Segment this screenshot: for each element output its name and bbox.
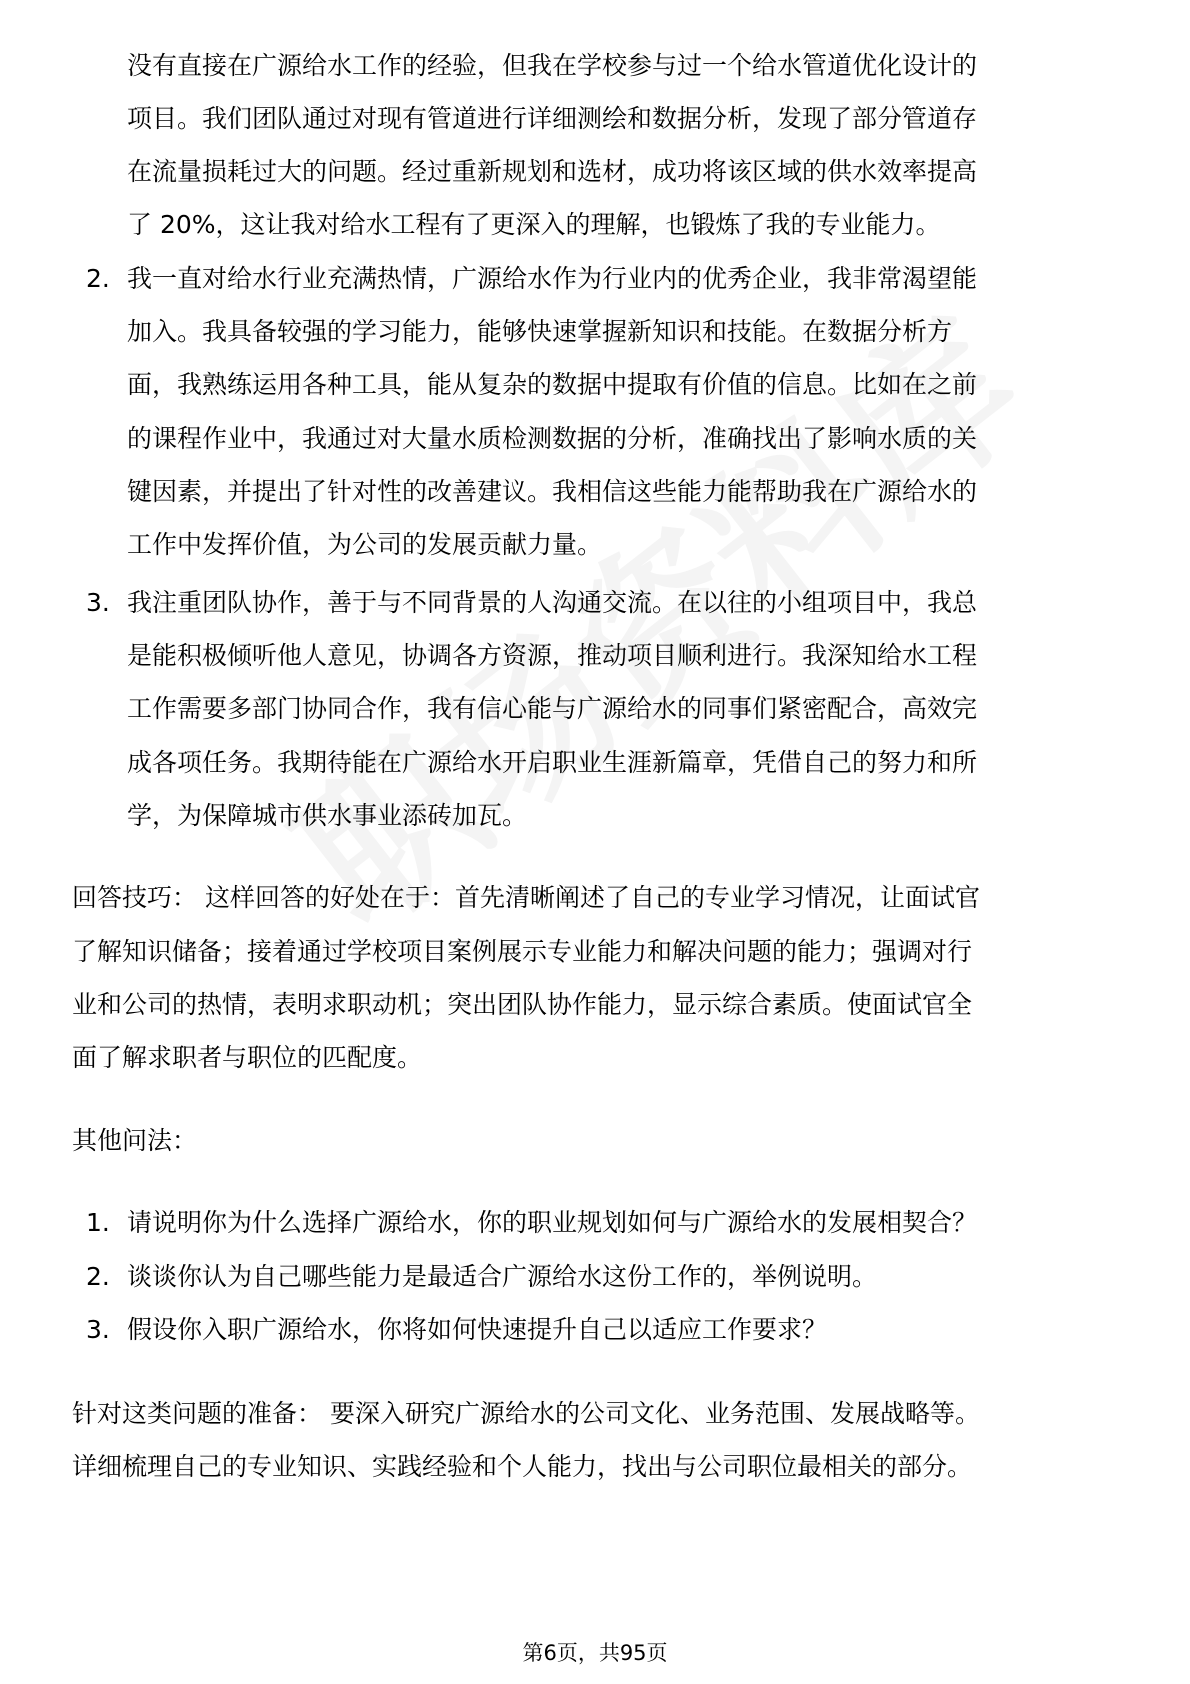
section-heading: 其他问法： bbox=[72, 1126, 198, 1155]
paragraph-line: 针对这类问题的准备： 要深入研究广源给水的公司文化、业务范围、发展战略等。 bbox=[72, 1399, 980, 1428]
paragraph-line: 业和公司的热情，表明求职动机；突出团队协作能力，显示综合素质。使面试官全 bbox=[72, 990, 973, 1019]
paragraph-line: 面，我熟练运用各种工具，能从复杂的数据中提取有价值的信息。比如在之前 bbox=[127, 370, 978, 399]
paragraph-line: 的课程作业中，我通过对大量水质检测数据的分析，准确找出了影响水质的关 bbox=[127, 424, 978, 453]
list-number: 2. bbox=[86, 264, 110, 293]
paragraph-line: 回答技巧： 这样回答的好处在于：首先清晰阐述了自己的专业学习情况，让面试官 bbox=[72, 883, 980, 912]
list-item-text: 假设你入职广源给水，你将如何快速提升自己以适应工作要求？ bbox=[127, 1315, 828, 1344]
list-item-text: 请说明你为什么选择广源给水，你的职业规划如何与广源给水的发展相契合？ bbox=[127, 1208, 978, 1237]
paragraph-line: 了解知识储备；接着通过学校项目案例展示专业能力和解决问题的能力；强调对行 bbox=[72, 937, 973, 966]
paragraph-line: 加入。我具备较强的学习能力，能够快速掌握新知识和技能。在数据分析方 bbox=[127, 317, 953, 346]
list-number: 2. bbox=[86, 1262, 110, 1291]
paragraph-line: 工作需要多部门协同合作，我有信心能与广源给水的同事们紧密配合，高效完 bbox=[127, 694, 978, 723]
page-number: 第6页，共95页 bbox=[522, 1641, 668, 1665]
paragraph-line: 我一直对给水行业充满热情，广源给水作为行业内的优秀企业，我非常渴望能 bbox=[127, 264, 978, 293]
paragraph-line: 工作中发挥价值，为公司的发展贡献力量。 bbox=[127, 530, 603, 559]
paragraph-line: 在流量损耗过大的问题。经过重新规划和选材，成功将该区域的供水效率提高 bbox=[127, 157, 978, 186]
paragraph-line: 项目。我们团队通过对现有管道进行详细测绘和数据分析，发现了部分管道存 bbox=[127, 104, 978, 133]
paragraph-line: 键因素，并提出了针对性的改善建议。我相信这些能力能帮助我在广源给水的 bbox=[127, 477, 978, 506]
list-number: 3. bbox=[86, 1315, 110, 1344]
paragraph-line: 面了解求职者与职位的匹配度。 bbox=[72, 1043, 423, 1072]
list-number: 3. bbox=[86, 588, 110, 617]
paragraph-line: 是能积极倾听他人意见，协调各方资源，推动项目顺利进行。我深知给水工程 bbox=[127, 641, 978, 670]
paragraph-line: 没有直接在广源给水工作的经验，但我在学校参与过一个给水管道优化设计的 bbox=[127, 51, 978, 80]
paragraph-line: 我注重团队协作，善于与不同背景的人沟通交流。在以往的小组项目中，我总 bbox=[127, 588, 978, 617]
list-number: 1. bbox=[86, 1208, 110, 1237]
paragraph-line: 学，为保障城市供水事业添砖加瓦。 bbox=[127, 801, 528, 830]
paragraph-line: 了 20%，这让我对给水工程有了更深入的理解，也锻炼了我的专业能力。 bbox=[127, 210, 941, 239]
paragraph-line: 成各项任务。我期待能在广源给水开启职业生涯新篇章，凭借自己的努力和所 bbox=[127, 748, 978, 777]
list-item-text: 谈谈你认为自己哪些能力是最适合广源给水这份工作的，举例说明。 bbox=[127, 1262, 878, 1291]
paragraph-line: 详细梳理自己的专业知识、实践经验和个人能力，找出与公司职位最相关的部分。 bbox=[72, 1452, 973, 1481]
